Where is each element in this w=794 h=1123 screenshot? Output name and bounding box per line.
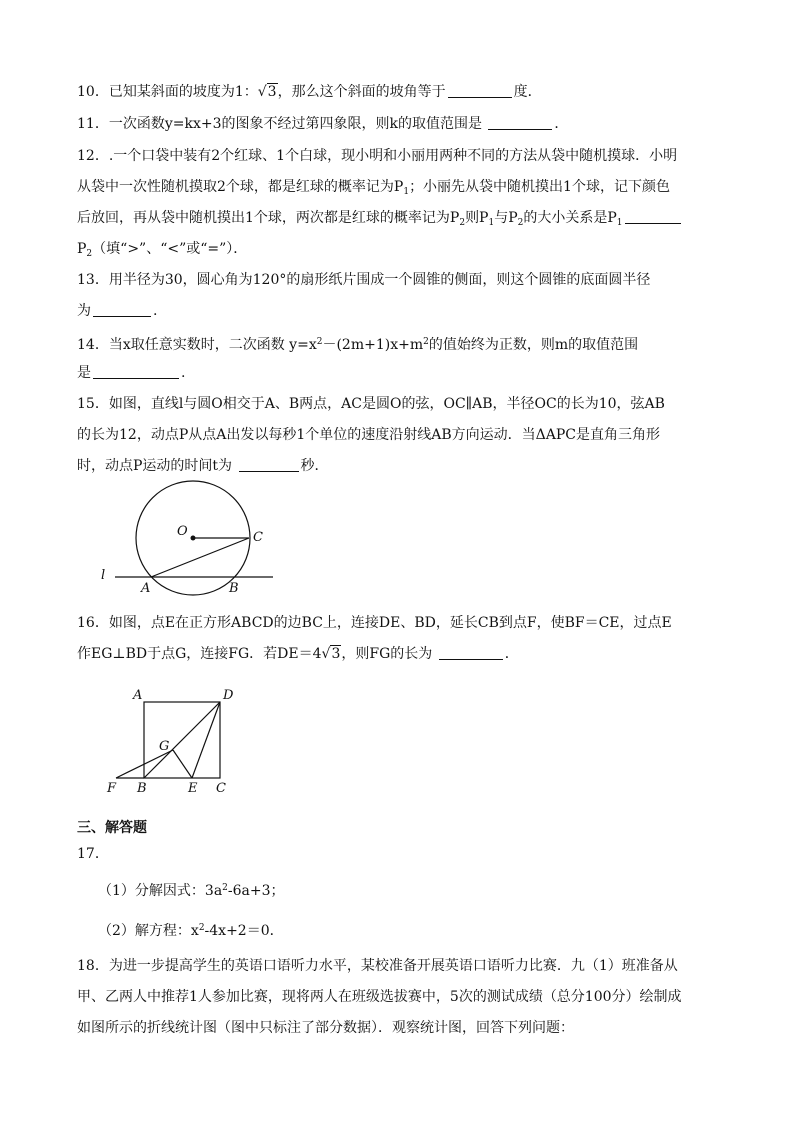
answer-blank: [488, 115, 552, 130]
label-d: D: [223, 688, 234, 703]
square-figure: [100, 685, 240, 797]
question-10: 10．已知某斜面的坡度为1：√3，那么这个斜面的坡角等于 度．: [77, 84, 542, 100]
answer-blank: [448, 83, 512, 98]
segment-de: [192, 702, 220, 778]
section-title: 三、解答题: [77, 820, 147, 836]
sqrt-expression: √3: [321, 646, 341, 662]
answer-blank: [625, 209, 681, 224]
question-17-part-2: （2）解方程：$x^2-4x+2=0$．: [98, 923, 284, 939]
question-12-line-2: 从袋中一次性随机摸取2个球，都是红球的概率记为$P_1$；小丽先从袋中随机摸出1个球，记下颜色: [77, 179, 670, 197]
question-11: 11．一次函数y=kx+3的图象不经过第四象限，则k的取值范围是 ．: [77, 116, 569, 132]
question-18-line-2: 甲、乙两人中推荐1人参加比赛，现将两人在班级选拔赛中，5次的测试成绩（总分100分）绘制成: [77, 989, 682, 1005]
question-14-line-1: 14．当x取任意实数时，二次函数 $y=x^2-(2m+1)x+m^2$的值始终为正数，则m的取值范围: [77, 337, 639, 353]
question-18-line-1: 18．为进一步提高学生的英语口语听力水平，某校准备开展英语口语听力比赛．九（1）班准备从: [77, 958, 678, 974]
answer-blank: [93, 302, 151, 317]
question-16-line-2: 作EG⊥BD于点G，连接FG．若DE＝4√3，则FG的长为 ．: [77, 646, 519, 662]
label-a: A: [141, 581, 151, 596]
label-l: l: [101, 568, 106, 583]
center-point: [191, 536, 196, 541]
diagonal-bd: [144, 702, 220, 778]
label-b: B: [137, 781, 147, 796]
circle-figure: [95, 480, 285, 600]
question-15-line-3: 时，动点P运动的时间t为 秒．: [77, 458, 329, 474]
chord-ac: [151, 538, 249, 577]
question-15-line-1: 15．如图，直线l与圆O相交于A、B两点，AC是圆O的弦，OC∥AB，半径OC的长为10，弦AB: [77, 396, 665, 412]
question-number: 17．: [77, 846, 109, 862]
label-e: E: [188, 781, 198, 796]
label-o: O: [177, 524, 188, 539]
label-c: C: [216, 781, 226, 796]
question-13-line-2: 为 .: [77, 303, 158, 319]
question-number: 18．: [77, 958, 109, 974]
question-14-line-2: 是 .: [77, 365, 186, 381]
question-17: [77, 845, 109, 863]
question-number: 10．: [77, 84, 109, 100]
label-g: G: [159, 739, 170, 754]
answer-blank: [439, 645, 503, 660]
question-number: 14．: [77, 337, 109, 353]
label-b: B: [229, 581, 239, 596]
question-12-line-3: 后放回，再从袋中随机摸出1个球，两次都是红球的概率记为$P_2$则$P_1$与$P_2$的大小关系是$P_1$: [77, 209, 683, 232]
question-15-line-2: 的长为12，动点P从点A出发以每秒1个单位的速度沿射线AB方向运动．当ΔAPC是直角三角形: [77, 427, 661, 443]
answer-blank: [239, 457, 299, 472]
question-number: 15．: [77, 396, 109, 412]
segment-eg: [173, 750, 192, 778]
sqrt-expression: √3: [257, 84, 277, 100]
question-12-line-4: $P_2$（填“>”、“<”或“=”）．: [77, 241, 248, 259]
question-13-line-1: 13．用半径为30，圆心角为120°的扇形纸片围成一个圆锥的侧面，则这个圆锥的底面圆半径: [77, 272, 651, 288]
label-f: F: [107, 781, 117, 796]
question-17-part-1: （1）分解因式：$3a^2-6a+3$；: [98, 883, 285, 899]
question-number: 13．: [77, 272, 109, 288]
question-number: 11．: [77, 116, 109, 132]
answer-blank: [93, 364, 179, 379]
question-number: 16．: [77, 615, 109, 631]
label-c: C: [253, 530, 263, 545]
question-12-line-1: 12．.一个口袋中装有2个红球、1个白球，现小明和小丽用两种不同的方法从袋中随机摸球．小明: [77, 148, 678, 164]
label-a: A: [133, 688, 143, 703]
question-16-line-1: 16．如图，点E在正方形ABCD的边BC上，连接DE、BD，延长CB到点F，使BF＝CE，过点E: [77, 615, 672, 631]
question-number: 12．: [77, 148, 109, 164]
question-18-line-3: 如图所示的折线统计图（图中只标注了部分数据）．观察统计图，回答下列问题：: [77, 1020, 574, 1036]
